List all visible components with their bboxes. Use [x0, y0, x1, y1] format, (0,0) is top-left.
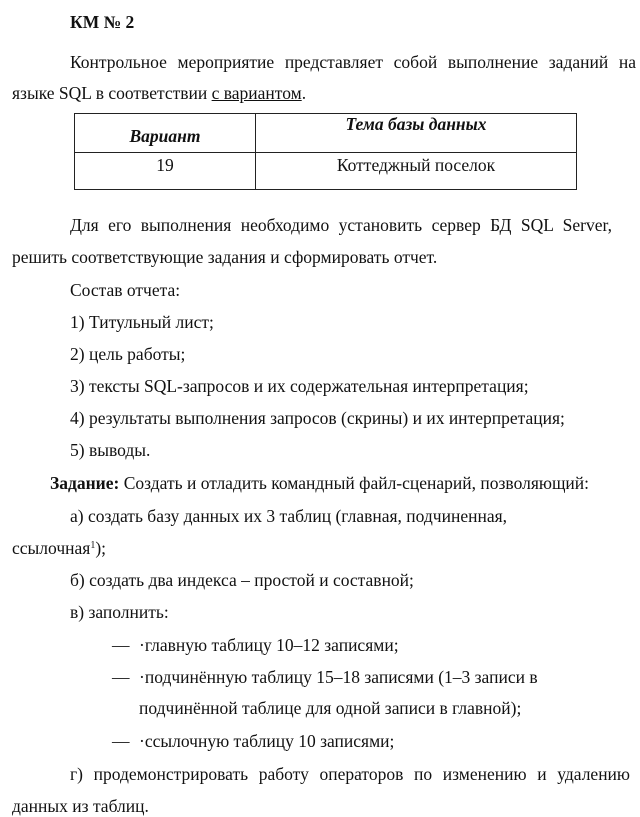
para2-line-1: Для его выполнения необходимо установить сервер БД SQL Server,: [70, 215, 612, 235]
cell-topic: Коттеджный поселок: [256, 153, 577, 190]
report-item: 4) результаты выполнения запросов (скрины) и их интерпретация;: [70, 408, 565, 428]
dash-icon: —: [112, 667, 130, 687]
report-heading: Состав отчета:: [70, 280, 181, 300]
variant-link[interactable]: с вариантом: [211, 83, 302, 103]
sub-item-continuation: подчинённой таблице для одной записи в главной);: [139, 698, 522, 718]
table-header-row: [75, 114, 577, 153]
report-item: 3) тексты SQL-запросов и их содержательная интерпретация;: [70, 376, 529, 396]
task-a-line-2: [12, 537, 106, 559]
table-row: [75, 153, 577, 190]
document-title: КМ № 2: [70, 12, 135, 32]
task-a-text: ссылочная: [12, 538, 91, 558]
para2-line-2: решить соответствующие задания и сформировать отчет.: [12, 247, 438, 267]
task-g-line-2: данных из таблиц.: [12, 796, 149, 816]
sub-item: ·главную таблицу 10–12 записями;: [139, 635, 399, 655]
sub-item: ·ссылочную таблицу 10 записями;: [139, 731, 395, 751]
task-g-line-1: г) продемонстрировать работу операторов по изменению и удалению: [70, 764, 630, 784]
dash-icon: —: [112, 731, 130, 751]
task-line: [50, 472, 589, 494]
intro-line-2: [12, 82, 306, 104]
report-item: 2) цель работы;: [70, 344, 186, 364]
task-v: в) заполнить:: [70, 602, 169, 622]
task-text: Создать и отладить командный файл-сценарий, позволяющий:: [119, 473, 590, 493]
intro-text: языке SQL в соответствии: [12, 83, 212, 103]
sub-item: ·подчинённую таблицу 15–18 записями (1–3 записи в: [139, 667, 538, 687]
header-variant: Вариант: [75, 114, 256, 153]
dash-icon: —: [112, 635, 130, 655]
variant-table: [74, 113, 577, 190]
cell-variant: 19: [75, 153, 256, 190]
task-a-line-1: а) создать базу данных их 3 таблиц (главная, подчиненная,: [70, 506, 508, 526]
report-item: 1) Титульный лист;: [70, 312, 214, 332]
intro-period: .: [301, 83, 307, 103]
intro-line-1: Контрольное мероприятие представляет собой выполнение заданий на: [70, 52, 636, 72]
footnote-ref[interactable]: 1: [90, 540, 96, 551]
header-topic: Тема базы данных: [256, 114, 577, 153]
task-b: б) создать два индекса – простой и составной;: [70, 570, 414, 590]
task-label: Задание:: [50, 473, 120, 493]
report-item: 5) выводы.: [70, 440, 151, 460]
task-a-end: );: [95, 538, 107, 558]
